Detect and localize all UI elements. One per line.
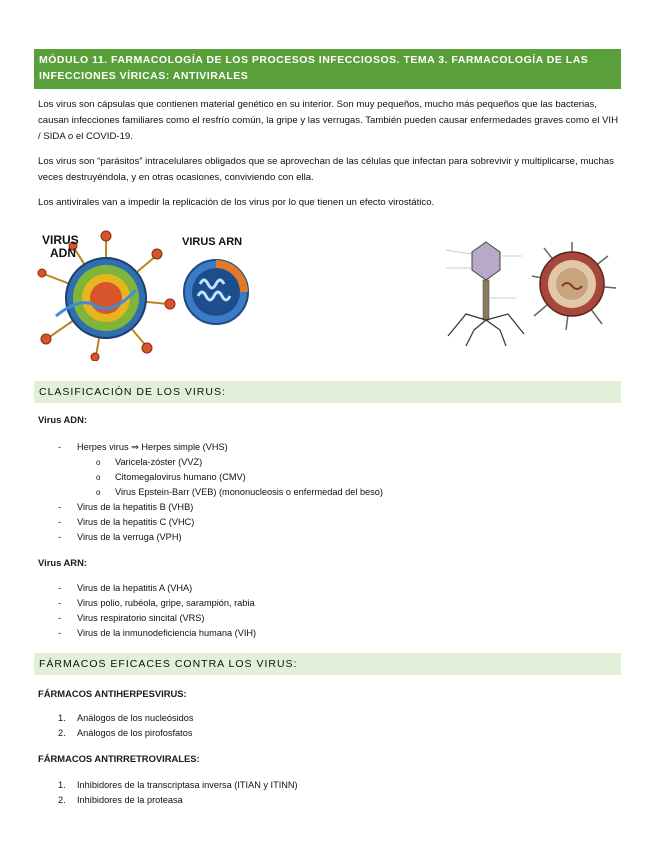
list-item: o Varicela-zóster (VVZ) — [96, 457, 203, 467]
antiretro-list — [0, 778, 655, 808]
intro-paragraph-2: Los virus son “parásitos” intracelulares obligados que se aprovechan de las células que infectan para sobrevivir y multiplicarse, muchas veces destruyéndola, y en otras ocasiones, conviviendo con ella. — [38, 156, 614, 183]
intro-paragraph-3: Los antivirales van a impedir la replicación de los virus por lo que tienen un efecto virostático. — [38, 197, 435, 208]
virus-adn-list — [0, 440, 655, 545]
section-heading-farmacos: FÁRMACOS EFICACES CONTRA LOS VIRUS: — [34, 653, 621, 675]
virus-adn-label-1: VIRUS — [42, 233, 79, 247]
section-heading-clasificacion: CLASIFICACIÓN DE LOS VIRUS: — [34, 381, 621, 403]
virus-adn-label-2: ADN — [50, 246, 76, 260]
list-item: - Herpes virus ⇒ Herpes simple (VHS) — [58, 442, 228, 452]
list-item: o Virus Epstein-Barr (VEB) (mononucleosis o enfermedad del beso) — [96, 487, 383, 497]
list-item: o Citomegalovirus humano (CMV) — [96, 472, 246, 482]
title-line-1: MÓDULO 11. FARMACOLOGÍA DE LOS PROCESOS INFECCIOSOS. TEMA 3. FARMACOLOGÍA DE LAS — [39, 54, 589, 66]
title-line-2: INFECCIONES VÍRICAS: ANTIVIRALES — [39, 70, 249, 82]
list-item: 1. Inhibidores de la transcriptasa inversa (ITIAN y ITINN) — [58, 780, 298, 790]
list-item: 2. Inhibidores de la proteasa — [58, 795, 183, 805]
virus-adn-heading: Virus ADN: — [38, 414, 87, 425]
antiherpes-list — [0, 711, 655, 741]
virus-arn-illustration — [178, 232, 258, 332]
list-item: - Virus de la hepatitis C (VHC) — [58, 517, 195, 527]
list-item: - Virus de la inmunodeficiencia humana (VIH) — [58, 628, 257, 638]
module-title-bar — [34, 49, 621, 89]
virus-arn-list — [0, 581, 655, 641]
list-item: - Virus respiratorio sincital (VRS) — [58, 613, 205, 623]
coronavirus-illustration — [530, 236, 620, 336]
antiretro-heading: FÁRMACOS ANTIRRETROVIRALES: — [38, 753, 200, 764]
list-item: - Virus de la hepatitis B (VHB) — [58, 502, 194, 512]
list-item: - Virus de la hepatitis A (VHA) — [58, 583, 193, 593]
intro-paragraph-1: Los virus son cápsulas que contienen material genético en su interior. Son muy pequeños, mucho más pequeños que las bacterias, causan infecciones familiares como el resfrío común, la gripe y las verrugas. También pueden causar enfermedades graves como el VIH / SIDA o el COVID-19. — [38, 99, 618, 142]
list-item: - Virus polio, rubéola, gripe, sarampión, rabia — [58, 598, 255, 608]
list-item: 1. Análogos de los nucleósidos — [58, 713, 194, 723]
antiherpes-heading: FÁRMACOS ANTIHERPESVIRUS: — [38, 688, 187, 699]
virus-arn-label: VIRUS ARN — [182, 236, 243, 248]
bacteriophage-illustration — [436, 238, 526, 348]
virus-adn-illustration — [36, 226, 176, 361]
list-item: 2. Análogos de los pirofosfatos — [58, 728, 193, 738]
virus-arn-heading: Virus ARN: — [38, 557, 87, 568]
list-item: - Virus de la verruga (VPH) — [58, 532, 182, 542]
